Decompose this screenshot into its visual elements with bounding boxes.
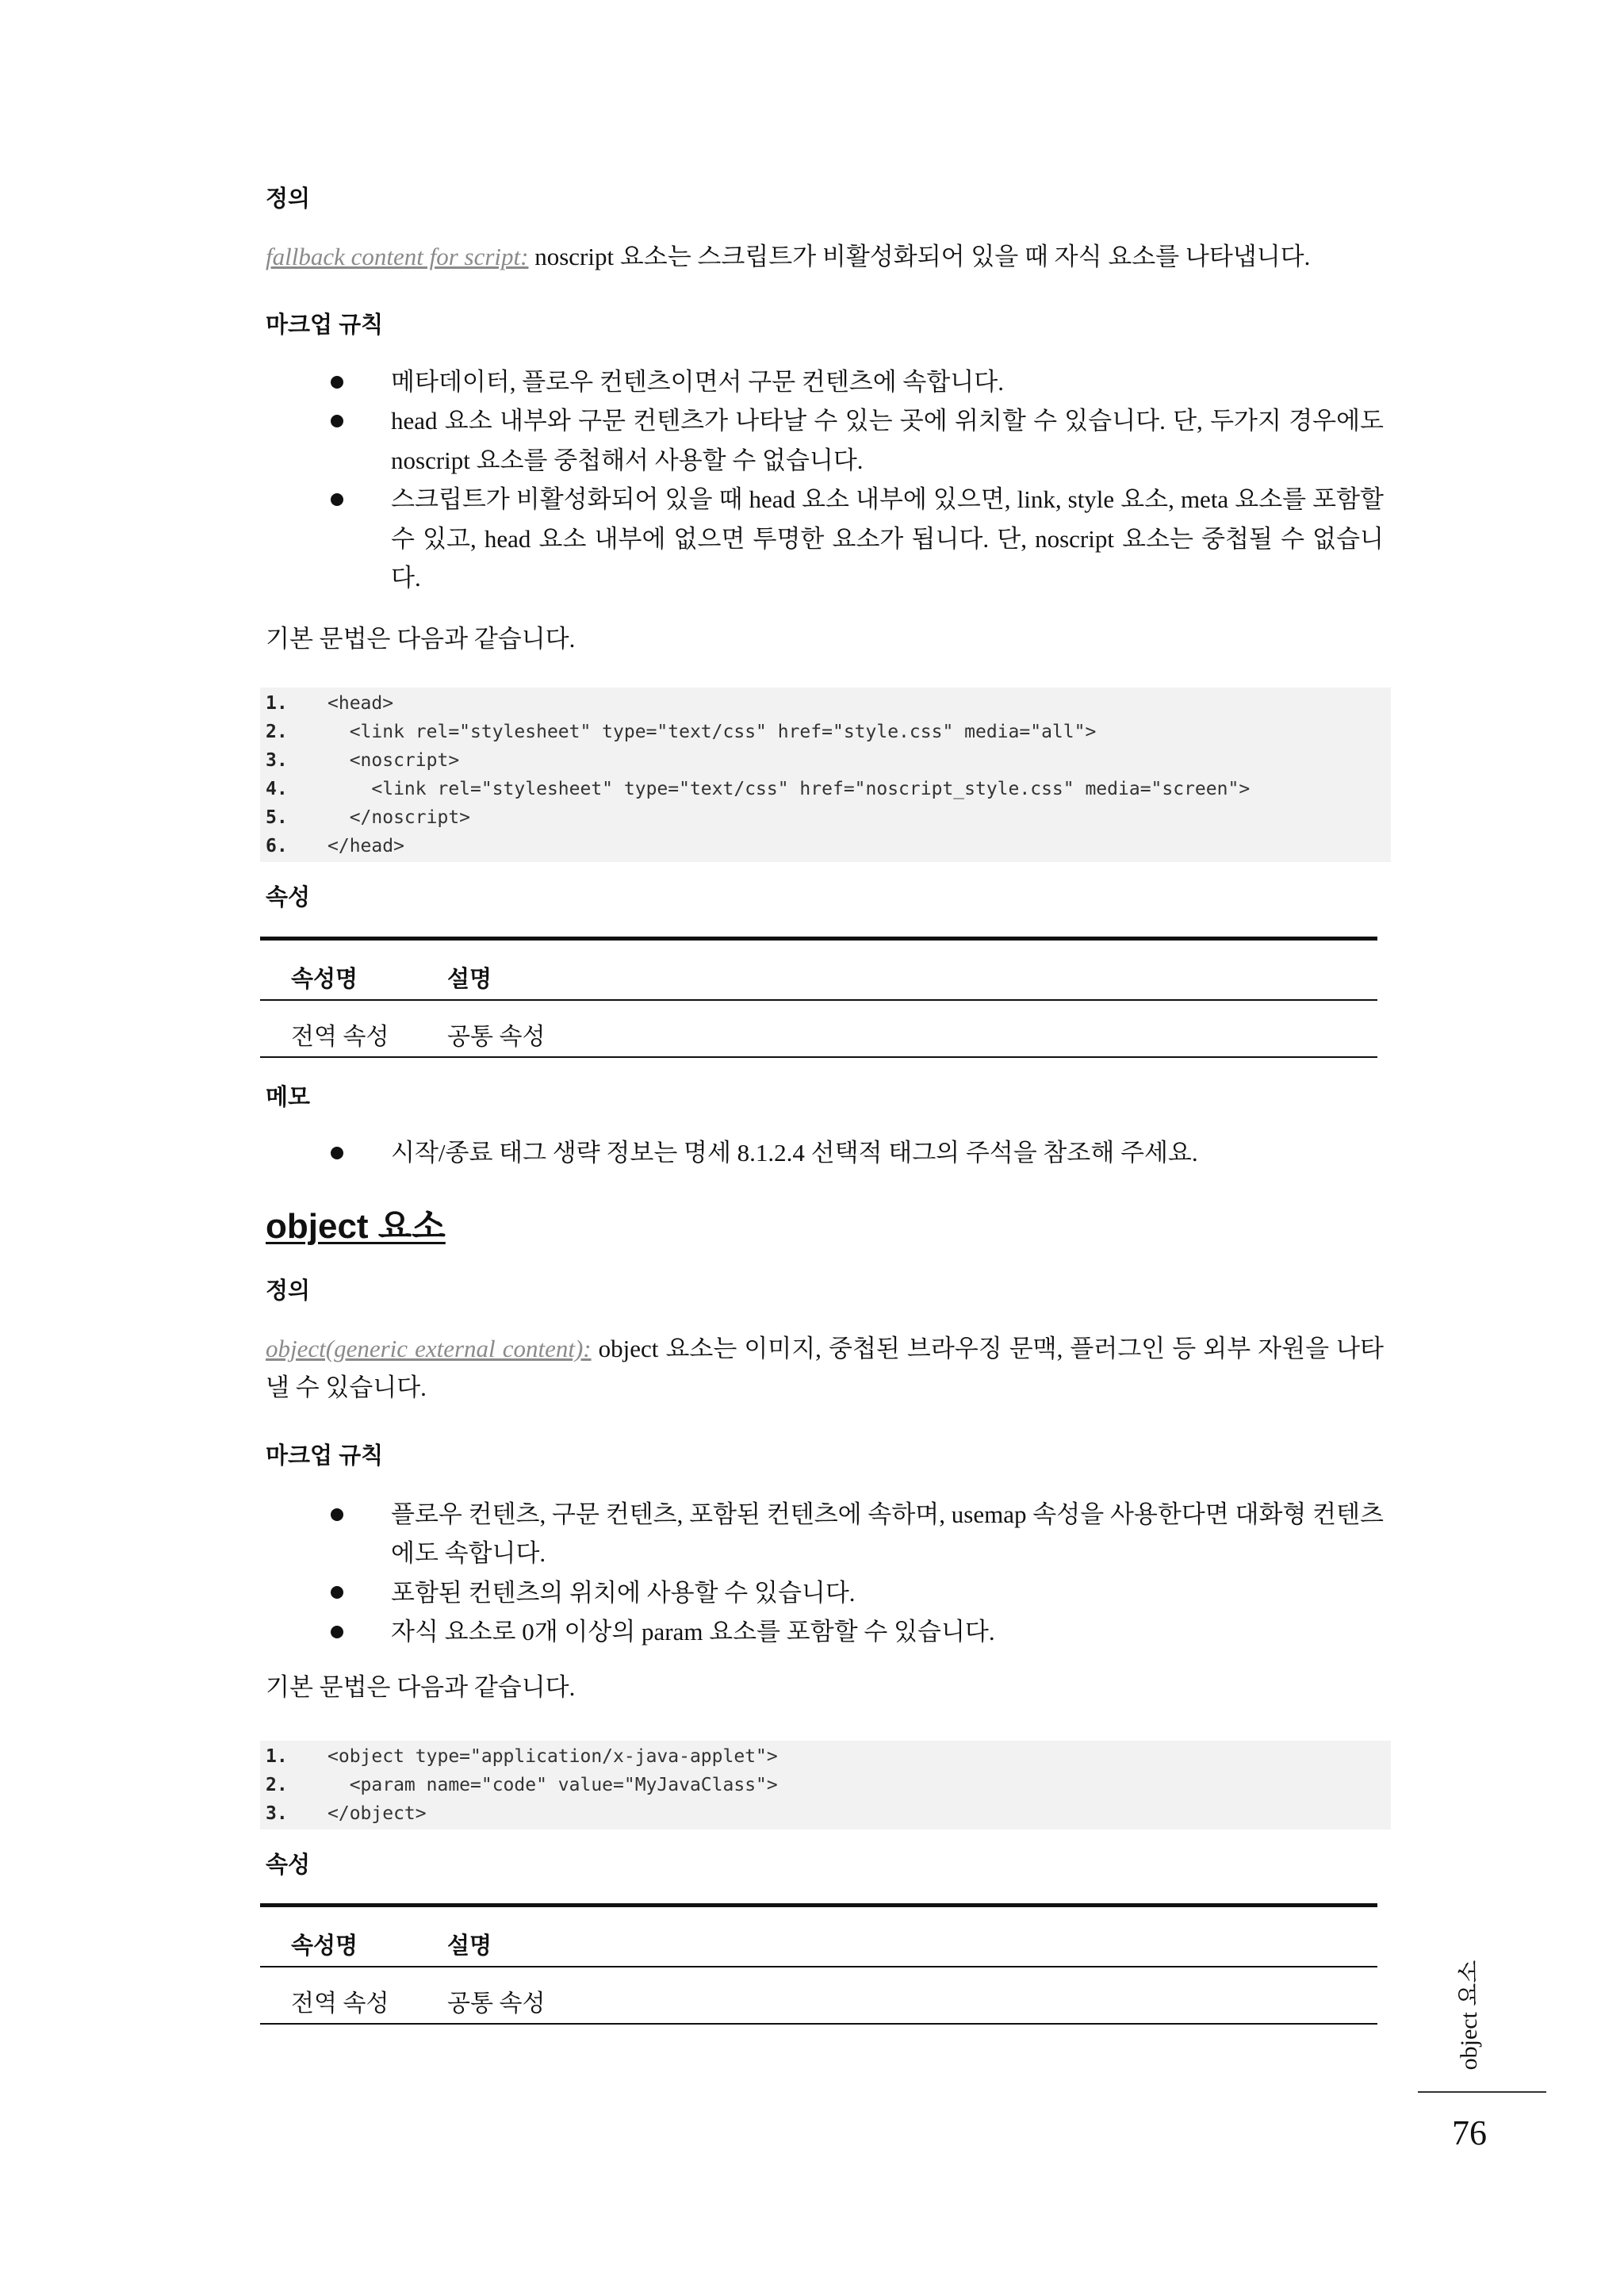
table-cell: 전역 속성 bbox=[291, 1990, 389, 2017]
code-text: <param name="code" value="MyJavaClass"> bbox=[327, 1774, 778, 1795]
bullet-icon bbox=[331, 415, 343, 427]
code-text: </head> bbox=[327, 835, 404, 856]
table-row bbox=[260, 1001, 1377, 1056]
table-cell: 전역 속성 bbox=[291, 1024, 389, 1051]
code-line bbox=[260, 746, 1391, 775]
list-item bbox=[260, 401, 1391, 480]
code-line bbox=[260, 1771, 1391, 1799]
line-number: 1. bbox=[266, 1745, 288, 1767]
line-number: 2. bbox=[266, 721, 288, 742]
bullet-icon bbox=[331, 1626, 343, 1638]
attributes-heading: 속성 bbox=[266, 885, 311, 911]
definition-text: noscript 요소는 스크립트가 비활성화되어 있을 때 자식 요소를 나타냅니다. bbox=[534, 243, 1311, 271]
code-line bbox=[260, 1799, 1391, 1828]
list-item bbox=[260, 1573, 1391, 1612]
attributes-table bbox=[260, 1903, 1377, 2025]
line-number: 6. bbox=[266, 835, 288, 856]
list-item-text: 자식 요소로 0개 이상의 param 요소를 포함할 수 있습니다. bbox=[391, 1618, 995, 1646]
markup-rules-list bbox=[260, 362, 1391, 597]
line-number: 4. bbox=[266, 778, 288, 799]
attributes-table bbox=[260, 937, 1377, 1058]
line-number: 3. bbox=[266, 1803, 288, 1824]
markup-rules-heading: 마크업 규칙 bbox=[266, 312, 384, 339]
code-line bbox=[260, 689, 1391, 718]
bullet-icon bbox=[331, 1586, 343, 1599]
side-section-label: object 요소 bbox=[1456, 1960, 1482, 2071]
list-item-text: 스크립트가 비활성화되어 있을 때 head 요소 내부에 있으면, link, style 요소, meta 요소를 포함할 수 있고, head 요소 내부에 없으면 투명한 요소가 됩니다. 단, noscript 요소는 중첩될 수 없습니다. bbox=[391, 485, 1384, 592]
line-number: 1. bbox=[266, 692, 288, 714]
table-header-cell: 설명 bbox=[447, 967, 492, 993]
line-number: 5. bbox=[266, 807, 288, 828]
list-item-text: 메타데이터, 플로우 컨텐츠이면서 구문 컨텐츠에 속합니다. bbox=[391, 367, 1004, 396]
table-header-cell: 속성명 bbox=[291, 1933, 358, 1960]
definition-heading: 정의 bbox=[266, 186, 311, 212]
bullet-icon bbox=[331, 1508, 343, 1521]
bullet-icon bbox=[331, 493, 343, 506]
code-block bbox=[260, 1741, 1391, 1829]
code-line bbox=[260, 1742, 1391, 1771]
code-text: <head> bbox=[327, 692, 394, 714]
section-title-text: object 요소 bbox=[266, 1206, 446, 1246]
table-header-cell: 속성명 bbox=[291, 967, 358, 993]
code-text: <link rel="stylesheet" type="text/css" href="noscript_style.css" media="screen"> bbox=[327, 778, 1251, 799]
bullet-icon bbox=[331, 1147, 343, 1159]
code-block bbox=[260, 688, 1391, 862]
list-item bbox=[260, 1612, 1391, 1651]
section-title bbox=[260, 1203, 1391, 1251]
markup-rules-list bbox=[260, 1495, 1391, 1652]
list-item bbox=[260, 480, 1391, 597]
code-line bbox=[260, 775, 1391, 803]
list-item bbox=[260, 1495, 1391, 1573]
list-item bbox=[260, 1133, 1391, 1172]
code-line bbox=[260, 832, 1391, 860]
memo-list bbox=[260, 1133, 1391, 1172]
code-line bbox=[260, 718, 1391, 746]
list-item-text: 포함된 컨텐츠의 위치에 사용할 수 있습니다. bbox=[391, 1578, 856, 1607]
syntax-intro: 기본 문법은 다음과 같습니다. bbox=[266, 1672, 576, 1701]
markup-rules-heading: 마크업 규칙 bbox=[266, 1443, 384, 1469]
list-item bbox=[260, 362, 1391, 401]
code-text: <noscript> bbox=[327, 749, 460, 771]
syntax-intro: 기본 문법은 다음과 같습니다. bbox=[266, 624, 576, 653]
code-text: <object type="application/x-java-applet"> bbox=[327, 1745, 778, 1767]
definition-paragraph bbox=[260, 1329, 1391, 1408]
definition-paragraph bbox=[260, 237, 1391, 276]
table-header-row bbox=[260, 1907, 1377, 1967]
line-number: 2. bbox=[266, 1774, 288, 1795]
code-text: </object> bbox=[327, 1803, 427, 1824]
list-item-text: 시작/종료 태그 생략 정보는 명세 8.1.2.4 선택적 태그의 주석을 참조해 주세요. bbox=[391, 1138, 1198, 1167]
list-item-text: head 요소 내부와 구문 컨텐츠가 나타날 수 있는 곳에 위치할 수 있습니다. 단, 두가지 경우에도 noscript 요소를 중첩해서 사용할 수 없습니다. bbox=[391, 407, 1384, 474]
memo-heading: 메모 bbox=[266, 1085, 311, 1111]
definition-link[interactable]: fallback content for script: bbox=[266, 243, 529, 271]
table-cell: 공통 속성 bbox=[447, 1990, 546, 2017]
definition-heading: 정의 bbox=[266, 1278, 311, 1305]
definition-text: object 요소는 이미지, 중첩된 브라우징 문맥, 플러그인 등 외부 자원을 나타낼 수 있습니다. bbox=[266, 1334, 1384, 1402]
page-number: 76 bbox=[1452, 2113, 1487, 2152]
code-text: </noscript> bbox=[327, 807, 471, 828]
attributes-heading: 속성 bbox=[266, 1852, 311, 1879]
side-divider bbox=[1418, 2091, 1546, 2093]
table-header-cell: 설명 bbox=[447, 1933, 492, 1960]
table-cell: 공통 속성 bbox=[447, 1024, 546, 1051]
code-text: <link rel="stylesheet" type="text/css" href="style.css" media="all"> bbox=[327, 721, 1097, 742]
document-page bbox=[260, 0, 1391, 2025]
table-header-row bbox=[260, 941, 1377, 1001]
table-row bbox=[260, 1967, 1377, 2023]
bullet-icon bbox=[331, 376, 343, 389]
code-line bbox=[260, 803, 1391, 832]
line-number: 3. bbox=[266, 749, 288, 771]
list-item-text: 플로우 컨텐츠, 구문 컨텐츠, 포함된 컨텐츠에 속하며, usemap 속성을 사용한다면 대화형 컨텐츠에도 속합니다. bbox=[391, 1500, 1384, 1568]
definition-link[interactable]: object(generic external content): bbox=[266, 1334, 592, 1362]
